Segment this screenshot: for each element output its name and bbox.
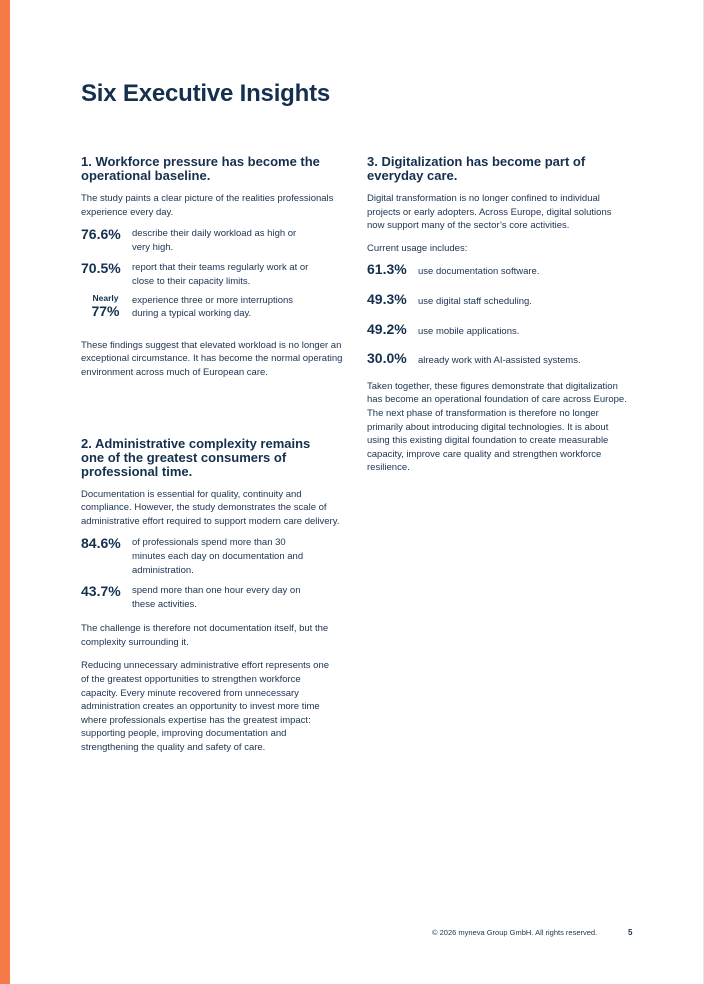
stat-value: 76.6% [81,226,121,243]
stat-text: use mobile applications. [418,325,520,337]
stat-row [81,583,346,611]
section-1-intro: The study paints a clear picture of the realities professionals experience every day. [81,193,334,218]
section-2-intro: Documentation is essential for quality, continuity and compliance. However, the study demonstrates the scale of administrative effort required to support modern care delivery. [81,488,340,527]
left-column [81,155,346,755]
stat-row [81,293,346,321]
usage-label: Current usage includes: [367,242,468,254]
stat-value: 61.3% [367,261,407,278]
page-title: Six Executive Insights [81,80,331,107]
stat-prefix: Nearly [92,292,119,303]
stat-text: of professionals spend more than 30 minutes each day on documentation and administration. [132,537,304,576]
stat-row [367,291,629,309]
section-2-paragraph: Reducing unnecessary administrative effort represents one of the greatest opportunities to strengthen workforce capacity. Every minute recovered from unnecessary administration creates an opportunity to invest more time where professionals expertise has the greatest impact: supporting people, improving documentation and strengthening the quality and safety of care. [81,660,330,754]
stat-value: 49.3% [367,290,407,307]
stat-text: report that their teams regularly work at or close to their capacity limits. [132,262,309,287]
stat-value: 43.7% [81,583,121,600]
stat-text: spend more than one hour every day on these activities. [132,585,301,610]
footer-copyright: © 2026 myneva Group GmbH. All rights reserved. [432,928,598,937]
stat-text: use digital staff scheduling. [418,295,532,307]
stat-row [81,226,346,254]
stat-text: use documentation software. [418,266,540,278]
accent-bar [0,0,10,984]
stat-value: 30.0% [367,350,407,367]
stat-row [367,321,629,339]
stat-value: 84.6% [81,535,121,552]
stat-text: already work with AI-assisted systems. [418,355,581,367]
stat-row [81,260,346,288]
stat-value [81,293,132,319]
stat-value: 70.5% [81,260,121,277]
section-2 [81,437,346,755]
stat-number: 77% [91,302,120,319]
section-3-conclusion: Taken together, these figures demonstrate that digitalization has become an operational foundation of care across Europe. The next phase of transformation is therefore no longer primarily about introducing digital technologies. It is about using this existing digital foundation to create measurable capacity, improve care quality and strengthen workforce resilience. [367,380,627,474]
section-2-heading: 2. Administrative complexity remains one of the greatest consumers of professional time. [81,435,311,479]
stat-row [367,350,629,368]
section-1 [81,155,346,380]
section-1-conclusion: These findings suggest that elevated workload is no longer an exceptional circumstance. It has become the normal operating environment across much of European care. [81,339,343,378]
stat-row [367,261,629,279]
section-3-heading: 3. Digitalization has become part of everyday care. [367,154,586,183]
section-1-heading: 1. Workforce pressure has become the operational baseline. [81,154,320,183]
stat-value: 49.2% [367,320,407,337]
right-column [367,155,629,475]
section-3 [367,155,629,475]
stat-text: experience three or more interruptions during a typical working day. [132,294,294,320]
stat-row [81,535,346,577]
stat-text: describe their daily workload as high or very high. [132,228,297,253]
page-number: 5 [628,928,633,937]
section-2-paragraph: The challenge is therefore not documentation itself, but the complexity surrounding it. [81,623,329,648]
section-3-intro: Digital transformation is no longer confined to individual projects or early adopters. Across Europe, digital solutions now support many of the sector’s core activities. [367,193,612,232]
